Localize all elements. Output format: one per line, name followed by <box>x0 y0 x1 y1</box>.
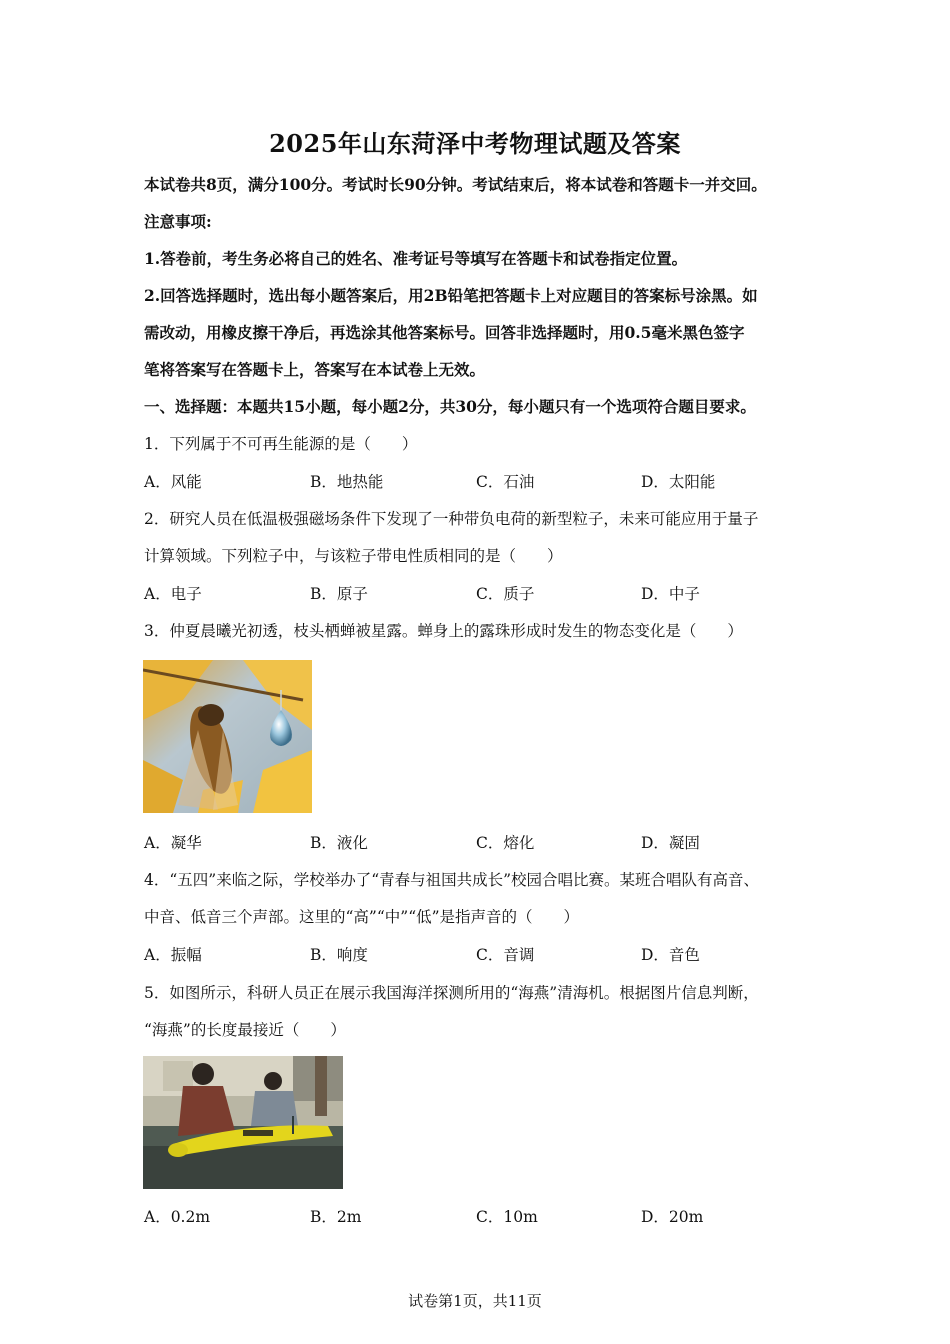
q1-option-b: B．地热能 <box>310 473 384 491</box>
q2-option-a: A．电子 <box>144 585 202 603</box>
q2-option-c: C．质子 <box>476 585 535 603</box>
question-5-stem-line-2: “海燕”的长度最接近（ ） <box>144 1021 346 1039</box>
q4-option-b: B．响度 <box>310 946 368 964</box>
notice-item-1: 1.答卷前，考生务必将自己的姓名、准考证号等填写在答题卡和试卷指定位置。 <box>144 249 688 268</box>
q4-option-a: A．振幅 <box>144 946 202 964</box>
notice-item-2-line-3: 笔将答案写在答题卡上，答案写在本试卷上无效。 <box>144 360 486 379</box>
question-5-stem-line-1: 5．如图所示，科研人员正在展示我国海洋探测所用的“海燕”清海机。根据图片信息判断， <box>144 984 759 1002</box>
q1-option-c: C．石油 <box>476 473 535 491</box>
q3-option-d: D．凝固 <box>641 834 700 852</box>
q5-option-d: D．20m <box>641 1208 704 1226</box>
q5-option-c: C．10m <box>476 1208 538 1226</box>
q2-option-b: B．原子 <box>310 585 368 603</box>
glider-lab-photo <box>143 1056 343 1189</box>
q4-option-c: C．音调 <box>476 946 535 964</box>
notice-heading: 注意事项: <box>144 212 212 231</box>
cicada-dewdrop-photo <box>143 660 312 813</box>
question-2-stem-line-2: 计算领域。下列粒子中，与该粒子带电性质相同的是（ ） <box>144 547 563 565</box>
notice-item-2-line-1: 2.回答选择题时，选出每小题答案后，用2B铅笔把答题卡上对应题目的答案标号涂黑。如 <box>144 286 758 305</box>
q1-option-a: A．风能 <box>144 473 202 491</box>
section-heading: 一、选择题：本题共15小题，每小题2分，共30分，每小题只有一个选项符合题目要求。 <box>144 397 756 416</box>
q3-option-a: A．凝华 <box>144 834 202 852</box>
q4-option-d: D．音色 <box>641 946 700 964</box>
question-1-stem: 1．下列属于不可再生能源的是（ ） <box>144 435 418 453</box>
question-3-stem: 3．仲夏晨曦光初透，枝头栖蝉被星露。蝉身上的露珠形成时发生的物态变化是（ ） <box>144 622 743 640</box>
exam-intro: 本试卷共8页，满分100分。考试时长90分钟。考试结束后，将本试卷和答题卡一并交回。 <box>144 175 767 194</box>
question-4-stem-line-1: 4．“五四”来临之际，学校举办了“青春与祖国共成长”校园合唱比赛。某班合唱队有高音、 <box>144 871 760 889</box>
page-title: 2025年山东菏泽中考物理试题及答案 <box>269 129 681 158</box>
notice-item-2-line-2: 需改动，用橡皮擦干净后，再选涂其他答案标号。回答非选择题时，用0.5毫米黑色签字 <box>144 323 745 342</box>
q2-option-d: D．中子 <box>641 585 700 603</box>
q3-option-c: C．熔化 <box>476 834 535 852</box>
page-footer: 试卷第1页，共11页 <box>408 1292 542 1310</box>
q3-option-b: B．液化 <box>310 834 368 852</box>
q1-option-d: D．太阳能 <box>641 473 716 491</box>
q5-option-b: B．2m <box>310 1208 362 1226</box>
q5-option-a: A．0.2m <box>144 1208 211 1226</box>
question-4-stem-line-2: 中音、低音三个声部。这里的“高”“中”“低”是指声音的（ ） <box>144 908 580 926</box>
question-2-stem-line-1: 2．研究人员在低温极强磁场条件下发现了一种带负电荷的新型粒子，未来可能应用于量子 <box>144 510 759 528</box>
